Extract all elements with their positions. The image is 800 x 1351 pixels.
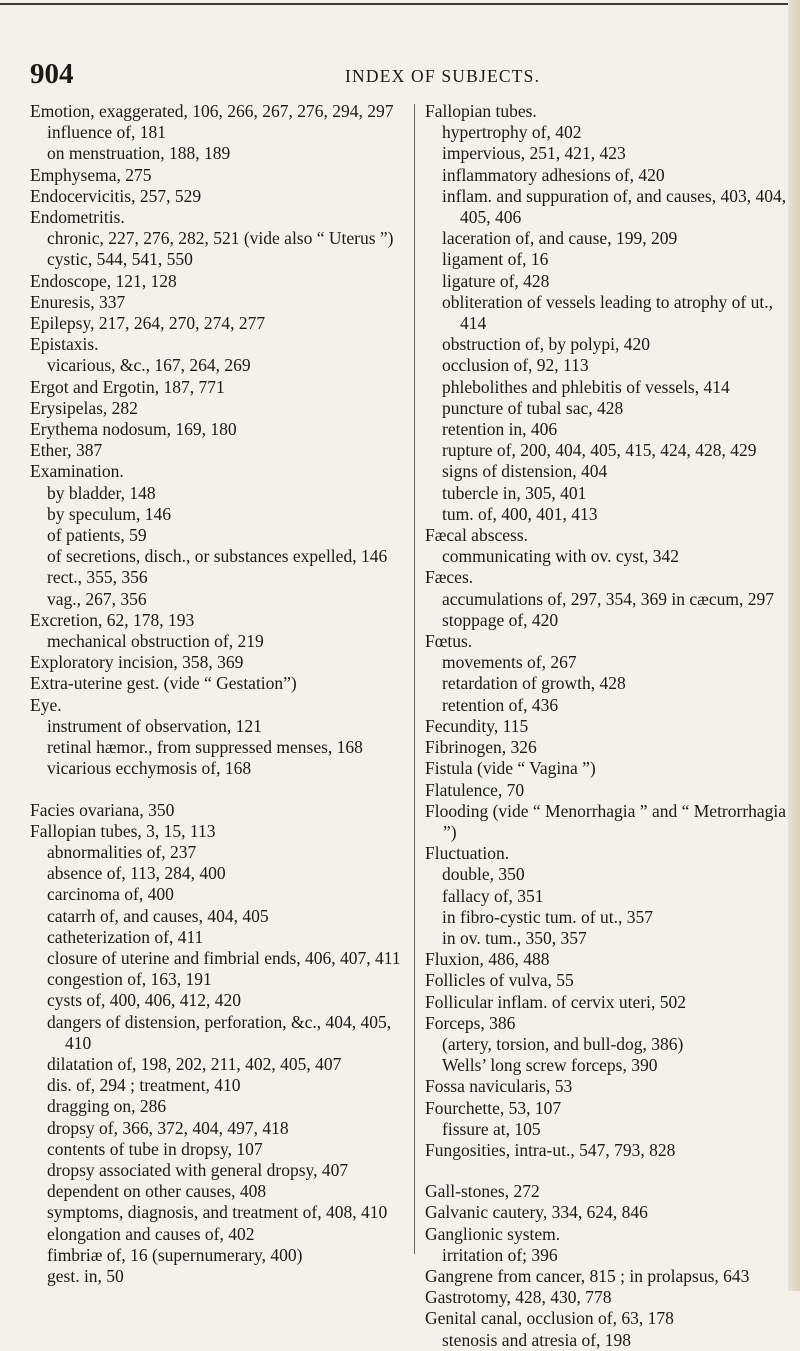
index-subentry: contents of tube in dropsy, 107 xyxy=(47,1138,263,1159)
index-subentry: rupture of, 200, 404, 405, 415, 424, 428, 429 xyxy=(442,440,757,461)
index-entry: Follicular inflam. of cervix uteri, 502 xyxy=(425,991,686,1012)
index-subentry: Wells’ long screw forceps, 390 xyxy=(442,1055,658,1076)
index-entry: Fœtus. xyxy=(425,631,473,652)
page-number: 904 xyxy=(30,58,74,90)
index-subentry: cysts of, 400, 406, 412, 420 xyxy=(47,990,241,1011)
index-entry: Flooding (vide “ Menorrhagia ” and “ Metrorrhagia ”) xyxy=(425,800,787,842)
index-entry: Emphysema, 275 xyxy=(30,164,152,185)
index-subentry: impervious, 251, 421, 423 xyxy=(442,143,626,164)
index-entry: Extra-uterine gest. (vide “ Gestation”) xyxy=(30,673,297,694)
index-subentry: influence of, 181 xyxy=(47,122,167,143)
index-subentry: by speculum, 146 xyxy=(47,503,171,524)
index-subentry: in fibro-cystic tum. of ut., 357 xyxy=(442,906,653,927)
index-entry: Galvanic cautery, 334, 624, 846 xyxy=(425,1202,648,1223)
index-subentry: retention of, 436 xyxy=(442,694,559,715)
index-entry: Fecundity, 115 xyxy=(425,715,529,736)
index-entry: Fluctuation. xyxy=(425,843,510,864)
index-subentry: fissure at, 105 xyxy=(442,1118,541,1139)
top-rule xyxy=(0,3,800,5)
index-subentry: carcinoma of, 400 xyxy=(47,884,174,905)
index-entry: Endocervicitis, 257, 529 xyxy=(30,185,202,206)
index-subentry: symptoms, diagnosis, and treatment of, 408, 410 xyxy=(47,1202,388,1223)
index-subentry: abnormalities of, 237 xyxy=(47,841,197,862)
index-entry: Fæces. xyxy=(425,567,474,588)
index-subentry: retinal hæmor., from suppressed menses, 168 xyxy=(47,737,363,758)
column-divider xyxy=(414,104,415,1254)
index-entry: Erythema nodosum, 169, 180 xyxy=(30,419,237,440)
index-subentry: stoppage of, 420 xyxy=(442,609,559,630)
index-entry: Eye. xyxy=(30,694,62,715)
index-entry: Fluxion, 486, 488 xyxy=(425,949,550,970)
index-subentry: by bladder, 148 xyxy=(47,482,156,503)
index-subentry: fallacy of, 351 xyxy=(442,885,544,906)
index-subentry: laceration of, and cause, 199, 209 xyxy=(442,228,678,249)
index-subentry: (artery, torsion, and bull-dog, 386) xyxy=(442,1033,684,1054)
index-subentry: stenosis and atresia of, 198 xyxy=(442,1329,632,1350)
index-entry: Fallopian tubes, 3, 15, 113 xyxy=(30,820,216,841)
index-entry: Follicles of vulva, 55 xyxy=(425,970,574,991)
index-subentry: signs of distension, 404 xyxy=(442,461,608,482)
index-column-left xyxy=(30,101,408,1287)
index-entry: Gastrotomy, 428, 430, 778 xyxy=(425,1287,612,1308)
index-subentry: dependent on other causes, 408 xyxy=(47,1181,267,1202)
index-subentry: congestion of, 163, 191 xyxy=(47,969,212,990)
index-subentry: elongation and causes of, 402 xyxy=(47,1223,255,1244)
index-subentry: instrument of observation, 121 xyxy=(47,715,262,736)
index-entry: Genital canal, occlusion of, 63, 178 xyxy=(425,1308,674,1329)
index-subentry: accumulations of, 297, 354, 369 in cæcum, 297 xyxy=(442,588,774,609)
index-subentry: retardation of growth, 428 xyxy=(442,673,626,694)
index-entry: Fossa navicularis, 53 xyxy=(425,1076,573,1097)
index-entry: Endoscope, 121, 128 xyxy=(30,270,177,291)
index-entry: Fourchette, 53, 107 xyxy=(425,1097,562,1118)
index-entry: Gangrene from cancer, 815 ; in prolapsus, 643 xyxy=(425,1265,750,1286)
index-entry: Fistula (vide “ Vagina ”) xyxy=(425,758,596,779)
index-entry: Endometritis. xyxy=(30,207,125,228)
index-subentry: retention in, 406 xyxy=(442,419,558,440)
index-entry: Examination. xyxy=(30,461,124,482)
index-subentry: vag., 267, 356 xyxy=(47,588,147,609)
index-entry: Flatulence, 70 xyxy=(425,779,525,800)
index-entry: Epilepsy, 217, 264, 270, 274, 277 xyxy=(30,313,266,334)
index-subentry: catheterization of, 411 xyxy=(47,926,204,947)
index-subentry: tum. of, 400, 401, 413 xyxy=(442,503,598,524)
index-entry: Forceps, 386 xyxy=(425,1012,516,1033)
index-entry: Fibrinogen, 326 xyxy=(425,737,537,758)
index-subentry: in ov. tum., 350, 357 xyxy=(442,927,587,948)
index-subentry: chronic, 227, 276, 282, 521 (vide also “ Uterus ”) xyxy=(47,228,394,249)
index-subentry: double, 350 xyxy=(442,864,525,885)
index-entry: Emotion, exaggerated, 106, 266, 267, 276, 294, 297 xyxy=(30,101,394,121)
index-subentry: gest. in, 50 xyxy=(47,1265,124,1286)
index-subentry: vicarious, &c., 167, 264, 269 xyxy=(47,355,251,376)
index-subentry: puncture of tubal sac, 428 xyxy=(442,397,624,418)
index-subentry: absence of, 113, 284, 400 xyxy=(47,863,226,884)
index-subentry: tubercle in, 305, 401 xyxy=(442,482,587,503)
index-subentry: occlusion of, 92, 113 xyxy=(442,355,589,376)
index-subentry: phlebolithes and phlebitis of vessels, 414 xyxy=(442,376,730,397)
index-subentry: ligament of, 16 xyxy=(442,249,549,270)
index-subentry: cystic, 544, 541, 550 xyxy=(47,249,193,270)
index-subentry: catarrh of, and causes, 404, 405 xyxy=(47,905,269,926)
index-subentry: dangers of distension, perforation, &c., 404, 405, 410 xyxy=(47,1011,392,1053)
index-subentry: dropsy of, 366, 372, 404, 497, 418 xyxy=(47,1117,289,1138)
index-entry: Facies ovariana, 350 xyxy=(30,799,175,820)
index-entry: Fallopian tubes. xyxy=(425,101,537,121)
index-entry: Ganglionic system. xyxy=(425,1223,561,1244)
index-subentry: mechanical obstruction of, 219 xyxy=(47,631,264,652)
index-entry: Epistaxis. xyxy=(30,334,99,355)
index-subentry: hypertrophy of, 402 xyxy=(442,122,582,143)
index-entry: Enuresis, 337 xyxy=(30,291,126,312)
index-subentry: rect., 355, 356 xyxy=(47,567,148,588)
index-entry: Fæcal abscess. xyxy=(425,525,529,546)
index-subentry: inflam. and suppuration of, and causes, 403, 404, 405, 406 xyxy=(442,185,787,228)
index-subentry: obliteration of vessels leading to atrophy of ut., 414 xyxy=(442,291,773,334)
index-column-right xyxy=(425,101,793,1351)
index-subentry: closure of uterine and fimbrial ends, 406, 407, 411 xyxy=(47,947,401,968)
index-entry: Exploratory incision, 358, 369 xyxy=(30,652,244,673)
index-subentry: of patients, 59 xyxy=(47,525,147,546)
index-subentry: obstruction of, by polypi, 420 xyxy=(442,334,651,355)
index-subentry: of secretions, disch., or substances expelled, 146 xyxy=(47,546,388,567)
index-entry: Ergot and Ergotin, 187, 771 xyxy=(30,376,225,397)
page-header xyxy=(0,58,800,88)
index-subentry: inflammatory adhesions of, 420 xyxy=(442,164,665,185)
index-entry: Ether, 387 xyxy=(30,440,103,461)
index-subentry: vicarious ecchymosis of, 168 xyxy=(47,758,252,779)
running-title: INDEX OF SUBJECTS. xyxy=(345,66,541,86)
index-subentry: ligature of, 428 xyxy=(442,270,550,291)
index-entry: Erysipelas, 282 xyxy=(30,397,138,418)
index-subentry: dropsy associated with general dropsy, 407 xyxy=(47,1159,349,1180)
index-entry: Excretion, 62, 178, 193 xyxy=(30,609,195,630)
index-subentry: irritation of; 396 xyxy=(442,1244,558,1265)
index-subentry: on menstruation, 188, 189 xyxy=(47,143,231,164)
index-subentry: fimbriæ of, 16 (supernumerary, 400) xyxy=(47,1244,303,1265)
index-entry: Gall-stones, 272 xyxy=(425,1181,540,1202)
index-subentry: dis. of, 294 ; treatment, 410 xyxy=(47,1075,241,1096)
index-subentry: movements of, 267 xyxy=(442,652,577,673)
index-subentry: communicating with ov. cyst, 342 xyxy=(442,546,680,567)
index-subentry: dragging on, 286 xyxy=(47,1096,167,1117)
index-subentry: dilatation of, 198, 202, 211, 402, 405, 407 xyxy=(47,1053,342,1074)
index-entry: Fungosities, intra-ut., 547, 793, 828 xyxy=(425,1139,676,1160)
